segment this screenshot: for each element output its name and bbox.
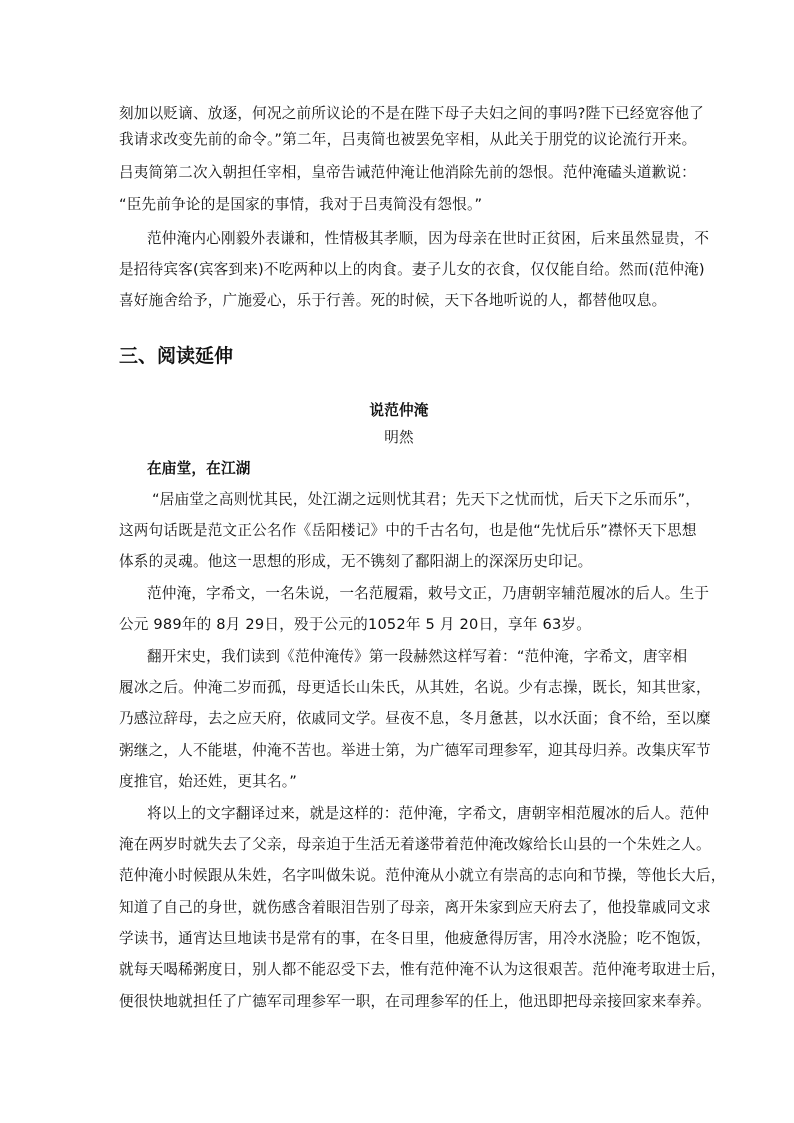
section-title: 三、阅读延伸 (119, 345, 234, 367)
text-line: 翻开宋史，我们读到《范仲淹传》第一段赫然这样写着：“范仲淹，字希文，唐宰相 (147, 648, 688, 665)
text-line: 喜好施舍给予，广施爱心，乐于行善。死的时候，天下各地听说的人，都替他叹息。 (119, 292, 667, 309)
text-line: 就每天喝稀粥度日，别人都不能忍受下去，惟有范仲淹不认为这很艰苦。范仲淹考取进士后， (119, 961, 726, 978)
text-line: 范仲淹，字希文，一名朱说，一名范履霜，敕号文正，乃唐朝宰辅范履冰的后人。生于 (147, 585, 710, 602)
text-line: 履冰之后。仲淹二岁而孤，母更适长山朱氏，从其姓，名说。少有志操，既长，知其世家， (119, 679, 711, 696)
text-line: 吕夷简第二次入朝担任宰相，皇帝告诫范仲淹让他消除先前的怨恨。范仲淹磕头道歉说： (119, 164, 696, 181)
text-line: 范仲淹小时候跟从朱姓，名字叫做朱说。范仲淹从小就立有崇高的志向和节操，等他长大后， (119, 867, 726, 884)
article-subheading: 在庙堂，在江湖 (147, 460, 251, 477)
text-line: 乃感泣辞母，去之应天府，依戚同文学。昼夜不息，冬月惫甚，以水沃面；食不给，至以糜 (119, 710, 711, 727)
text-line: 知道了自己的身世，就伤感含着眼泪告别了母亲，离开朱家到应天府去了，他投靠戚同文求 (119, 899, 711, 916)
article-author: 明然 (384, 429, 414, 446)
text-line: 我请求改变先前的命令。”第二年，吕夷简也被罢免宰相，从此关于朋党的议论流行开来。 (119, 131, 697, 148)
text-line: 度推官，始还姓，更其名。” (119, 773, 297, 790)
text-line: 学读书，通宵达旦地读书是常有的事，在冬日里，他疲惫得厉害，用冷水浇脸；吃不饱饭， (119, 930, 711, 947)
text-line: 体系的灵魂。他这一思想的形成，无不镌刻了鄱阳湖上的深深历史印记。 (119, 553, 593, 570)
text-line: 这两句话既是范文正公名作《岳阳楼记》中的千古名句，也是他“先忧后乐”襟怀天下思想 (119, 522, 697, 539)
article-title: 说范仲淹 (369, 402, 429, 419)
text-line: 淹在两岁时就失去了父亲，母亲迫于生活无着遂带着范仲淹改嫁给长山县的一个朱姓之人。 (119, 836, 711, 853)
text-line: 是招待宾客(宾客到来)不吃两种以上的肉食。妻子儿女的衣食，仅仅能自给。然而(范仲淹) (119, 261, 705, 278)
text-line: 公元 989年的 8月 29日，殁于公元的1052年 5 月 20日，享年 63岁。 (119, 616, 592, 633)
text-line: “臣先前争论的是国家的事情，我对于吕夷简没有怨恨。” (119, 196, 483, 213)
text-line: 便很快地就担任了广德军司理参军一职，在司理参军的任上，他迅即把母亲接回家来奉养。 (119, 993, 711, 1010)
text-line: 将以上的文字翻译过来，就是这样的：范仲淹，字希文，唐朝宰相范履冰的后人。范仲 (147, 805, 710, 822)
text-line: 刻加以贬谪、放逐，何况之前所议论的不是在陛下母子夫妇之间的事吗?陛下已经宽容他了 (119, 105, 704, 122)
text-line: “居庙堂之高则忧其民，处江湖之远则忧其君；先天下之忧而忧，后天下之乐而乐”， (152, 491, 701, 508)
text-line: 范仲淹内心刚毅外表谦和，性情极其孝顺，因为母亲在世时正贫困，后来虽然显贵，不 (147, 230, 710, 247)
text-line: 粥继之，人不能堪，仲淹不苦也。举进士第，为广德军司理参军，迎其母归养。改集庆军节 (119, 742, 711, 759)
